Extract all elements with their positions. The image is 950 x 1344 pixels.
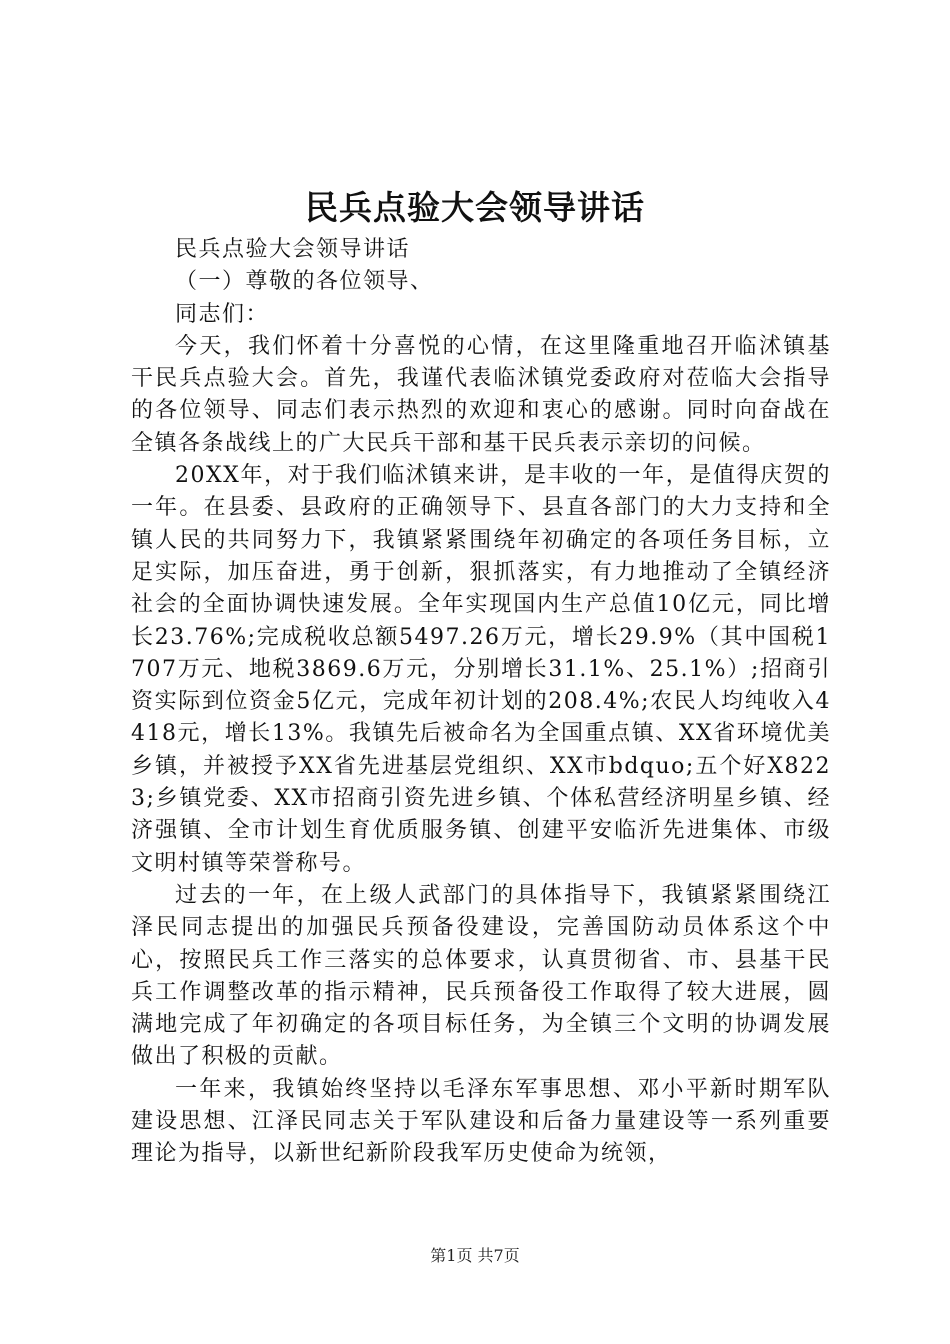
paragraph-annual-results: 20XX年，对于我们临沭镇来讲，是丰收的一年，是值得庆贺的一年。在县委、县政府的正确领导下、县直各部门的大力支持和全镇人民的共同努力下，我镇紧紧围绕年初确定的各项任务目标，立足实际，加压奋进，勇于创新，狠抓落实，有力地推动了全镇经济社会的全面协调快速发展。全年实现国内生产总值10亿元，同比增长23.76%;完成税收总额5497.26万元，增长29.9%（其中国税1707万元、地税3869.6万元，分别增长31.1%、25.1%）;招商引资实际到位资金5亿元，完成年初计划的208.4%;农民人均纯收入4418元，增长13%。我镇先后被命名为全国重点镇、XX省环境优美乡镇，并被授予XX省先进基层党组织、XX市bdquo;五个好X8223;乡镇党委、XX市招商引资先进乡镇、个体私营经济明星乡镇、经济强镇、全市计划生育优质服务镇、创建平安临沂先进集体、市级文明村镇等荣誉称号。	[131, 463, 831, 876]
document-title: 民兵点验大会领导讲话	[305, 188, 645, 227]
paragraph-salutation-line1: （一）尊敬的各位领导、	[175, 269, 434, 295]
paragraph-opening: 今天，我们怀着十分喜悦的心情，在这里隆重地召开临沭镇基干民兵点验大会。首先，我谨代表临沭镇党委政府对莅临大会指导的各位领导、同志们表示热烈的欢迎和衷心的感谢。同时向奋战在全镇各条战线上的广大民兵干部和基干民兵表示亲切的问候。	[131, 333, 831, 456]
document-body	[131, 234, 831, 1171]
page-footer: 第1页 共7页	[430, 1246, 520, 1265]
paragraph-past-year: 过去的一年，在上级人武部门的具体指导下，我镇紧紧围绕江泽民同志提出的加强民兵预备役建设，完善国防动员体系这个中心，按照民兵工作三落实的总体要求，认真贯彻省、市、县基干民兵工作调整改革的指示精神，民兵预备役工作取得了较大进展，圆满地完成了年初确定的各项目标任务，为全镇三个文明的协调发展做出了积极的贡献。	[131, 882, 831, 1070]
paragraph-heading-repeat: 民兵点验大会领导讲话	[175, 237, 411, 262]
paragraph-guiding-thought: 一年来，我镇始终坚持以毛泽东军事思想、邓小平新时期军队建设思想、江泽民同志关于军队建设和后备力量建设等一系列重要理论为指导，以新世纪新阶段我军历史使命为统领，	[131, 1076, 831, 1167]
paragraph-salutation-line2: 同志们：	[175, 301, 270, 327]
